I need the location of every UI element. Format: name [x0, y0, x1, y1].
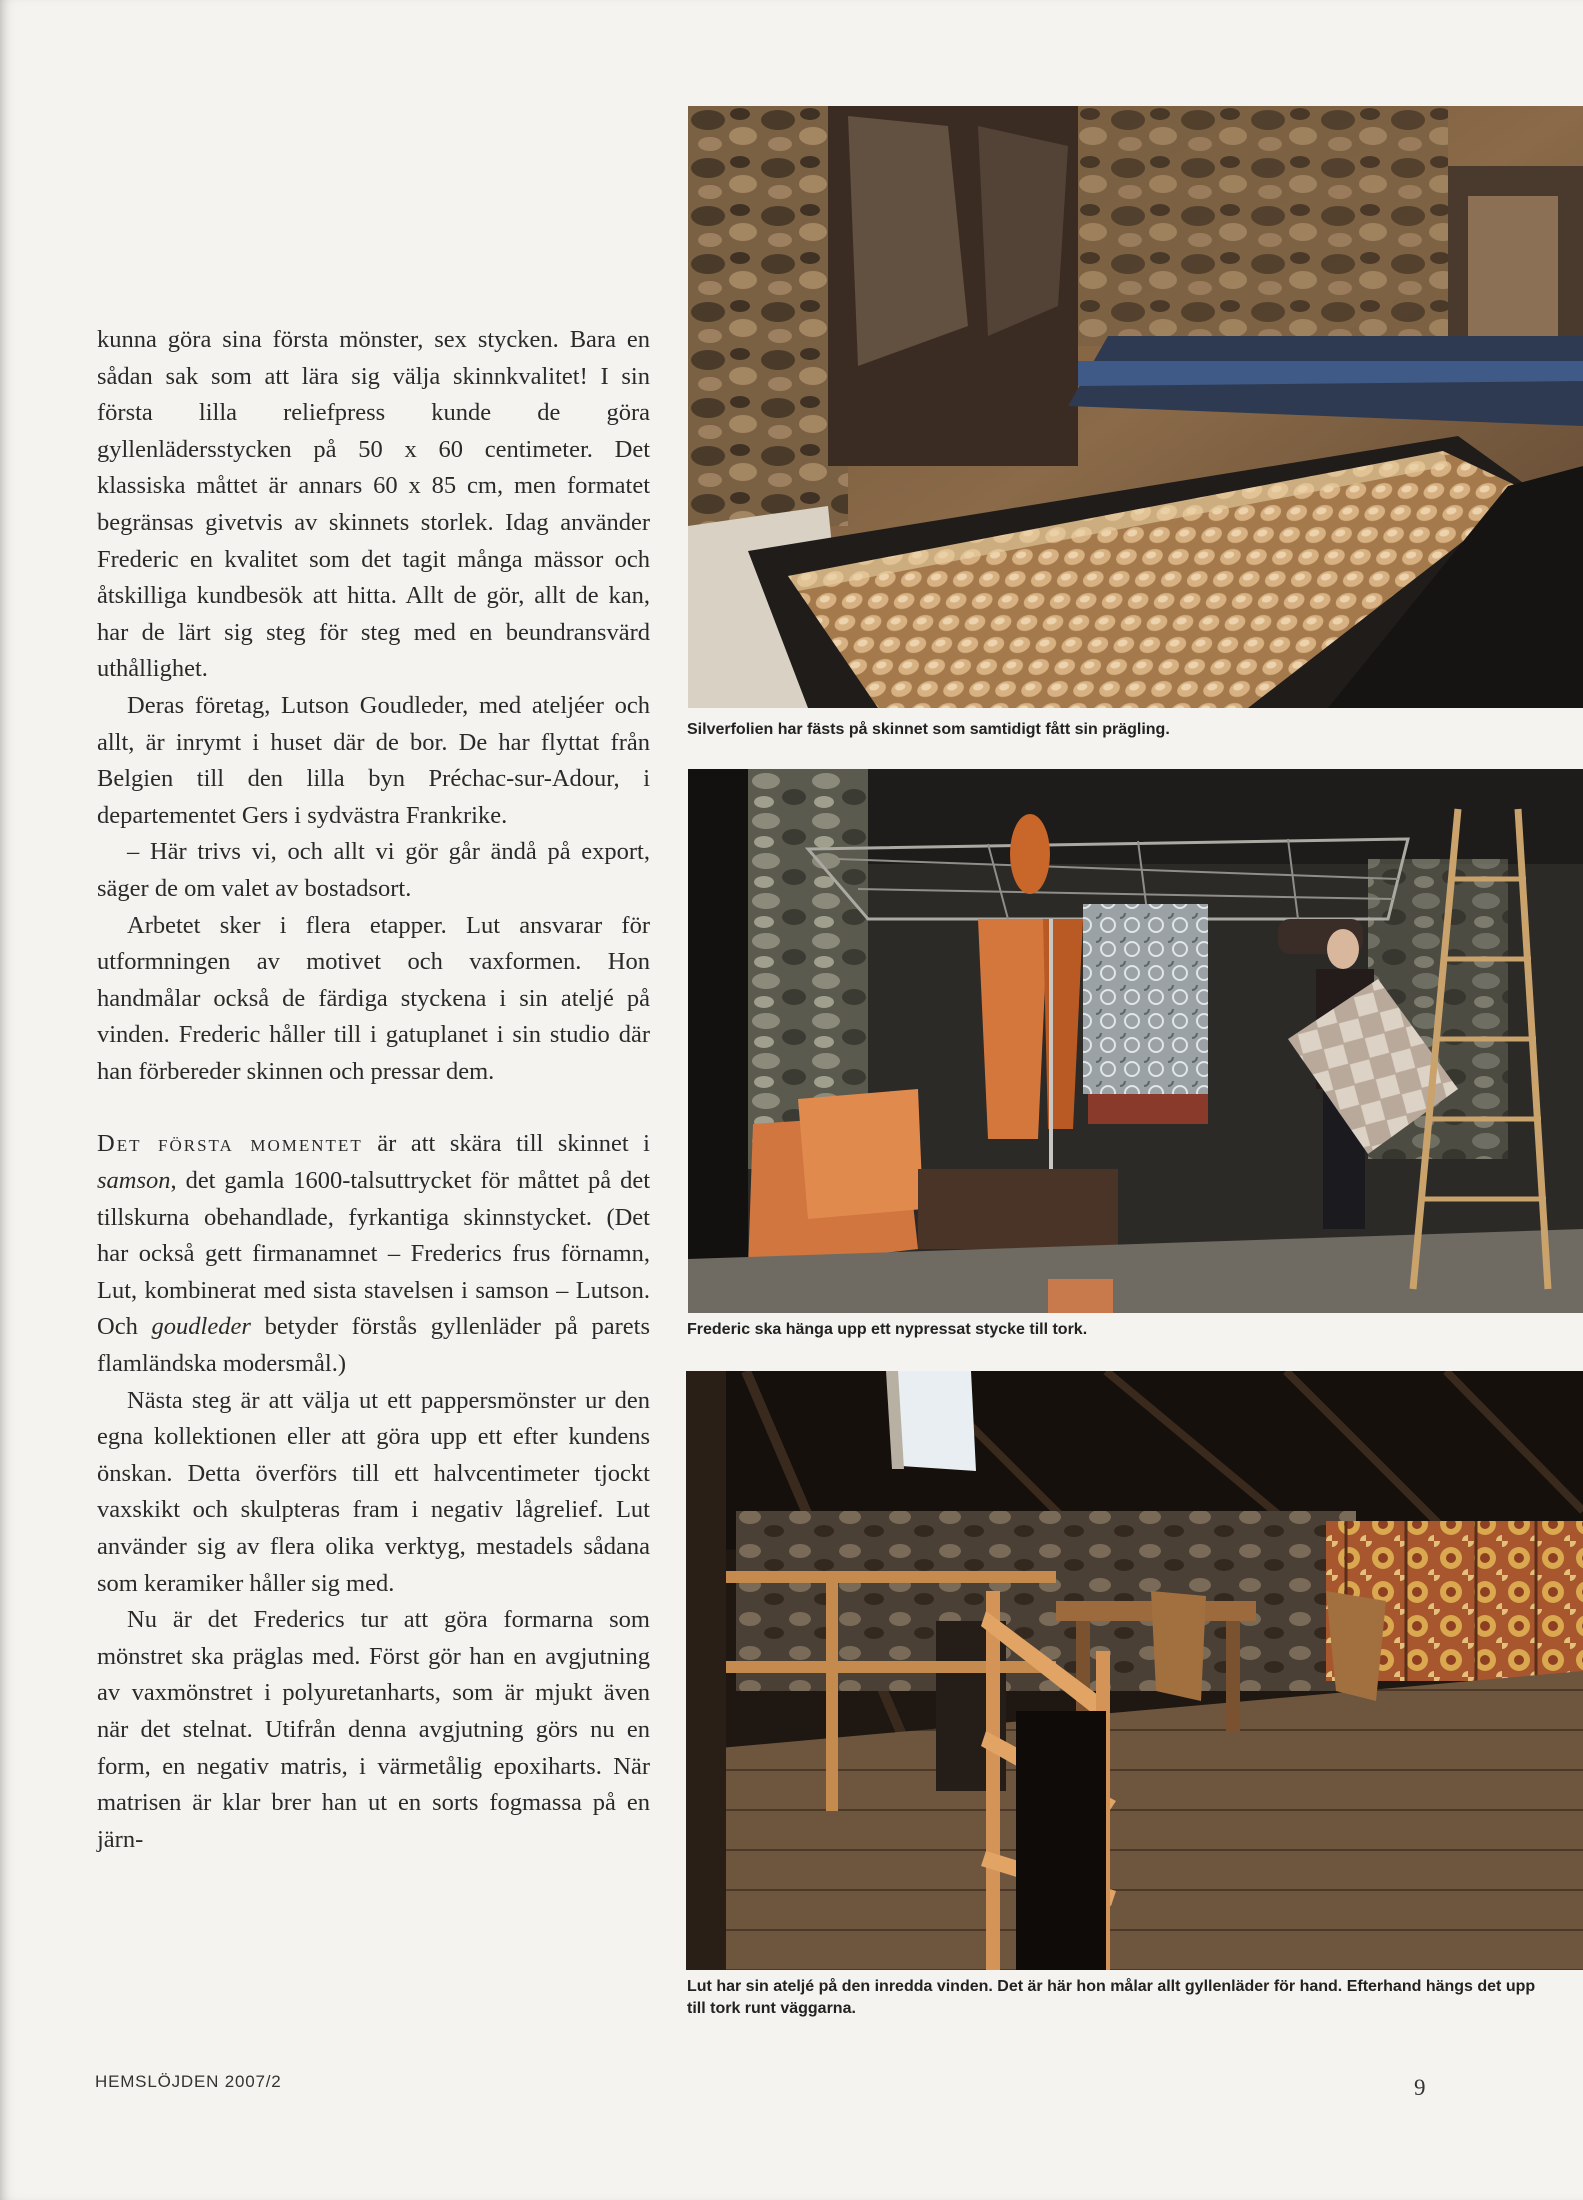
- photo-attic-atelier: [686, 1371, 1583, 1970]
- article-paragraph-4: Arbetet sker i flera etapper. Lut ansvarar för utformningen av motivet och vaxformen. Hon handmålar också de färdiga styckena i sin ateljé på vinden. Frederic håller till i gatuplanet i sin studio där han förbereder skinnen och pressar dem.: [97, 911, 650, 1085]
- magazine-issue-label: HEMSLÖJDEN 2007/2: [95, 2072, 282, 2091]
- photo-caption-1: Silverfolien har fästs på skinnet som samtidigt fått sin prägling.: [687, 721, 1170, 738]
- article-text-column: [97, 322, 650, 1858]
- photo-drying-workshop: [688, 769, 1583, 1313]
- article-paragraph-1: kunna göra sina första mönster, sex stycken. Bara en sådan sak som att lära sig välja skinnkvalitet! I sin första lilla reliefpress kunde de göra gyllenlädersstycken på 50 x 60 centimeter. Det klassiska måttet är annars 60 x 85 cm, men formatet begränsas givetvis av skinnets storlek. Idag använder Frederic en kvalitet som det tagit många mässor och åtskilliga kundbesök att hitta. Allt de gör, allt de kan, har de lärt sig steg för steg med en beundransvärd uthållighet.: [97, 326, 650, 683]
- page-number: 9: [1414, 2075, 1426, 2100]
- text-run: , det gamla 1600-talsuttrycket för måttet på det tillskurna obehandlade, fyrkantiga skinnstycket. (Det har också gett firmanamnet – Frederics frus förnamn, Lut, kombinerat med sista stavelsen i samson – Lutson. Och: [97, 1167, 650, 1341]
- italic-term: samson: [97, 1167, 171, 1195]
- article-paragraph-5: [97, 1126, 650, 1382]
- article-paragraph-2: Deras företag, Lutson Goudleder, med ateljéer och allt, är inrymt i huset där de bor. De har flyttat från Belgien till den lilla byn Préchac-sur-Adour, i departementet Gers i sydvästra Frankrike.: [97, 691, 650, 829]
- article-paragraph-7: Nu är det Frederics tur att göra formarna som mönstret ska präglas med. Först gör han en avgjutning av vaxmönstret i polyuretanharts, som är mjukt även när det stelnat. Utifrån denna avgjutning görs nu en form, en negativ matris, i värmetålig epoxiharts. När matrisen är klar brer han ut en sorts fogmassa på en järn-: [97, 1606, 650, 1853]
- text-run: betyder förstås gyllenläder på parets flamländska modersmål.): [97, 1313, 650, 1378]
- section-spacer: [97, 1090, 650, 1126]
- text-run: är att skära till skinnet i: [362, 1130, 650, 1158]
- article-paragraph-3: – Här trivs vi, och allt vi gör går ändå på export, säger de om valet av bostadsort.: [97, 838, 650, 902]
- photo-caption-3: Lut har sin ateljé på den inredda vinden. Det är här hon målar allt gyllenläder för hand. Efterhand hängs det upp till tork runt väggarna.: [687, 1978, 1536, 2017]
- article-paragraph-6: Nästa steg är att välja ut ett pappersmönster ur den egna kollektionen eller att göra upp ett efter kundens önskan. Detta överförs till ett halvcentimeter tjockt vaxskikt och skulpteras fram i negativ lågrelief. Lut använder sig av flera olika verktyg, mestadels sådana som keramiker håller sig med.: [97, 1386, 650, 1597]
- photo-caption-2: Frederic ska hänga upp ett nypressat stycke till tork.: [687, 1321, 1088, 1338]
- italic-term: goudleder: [151, 1313, 251, 1341]
- photo-embossing-press: [688, 106, 1583, 708]
- section-lead-in: Det första momentet: [97, 1130, 363, 1158]
